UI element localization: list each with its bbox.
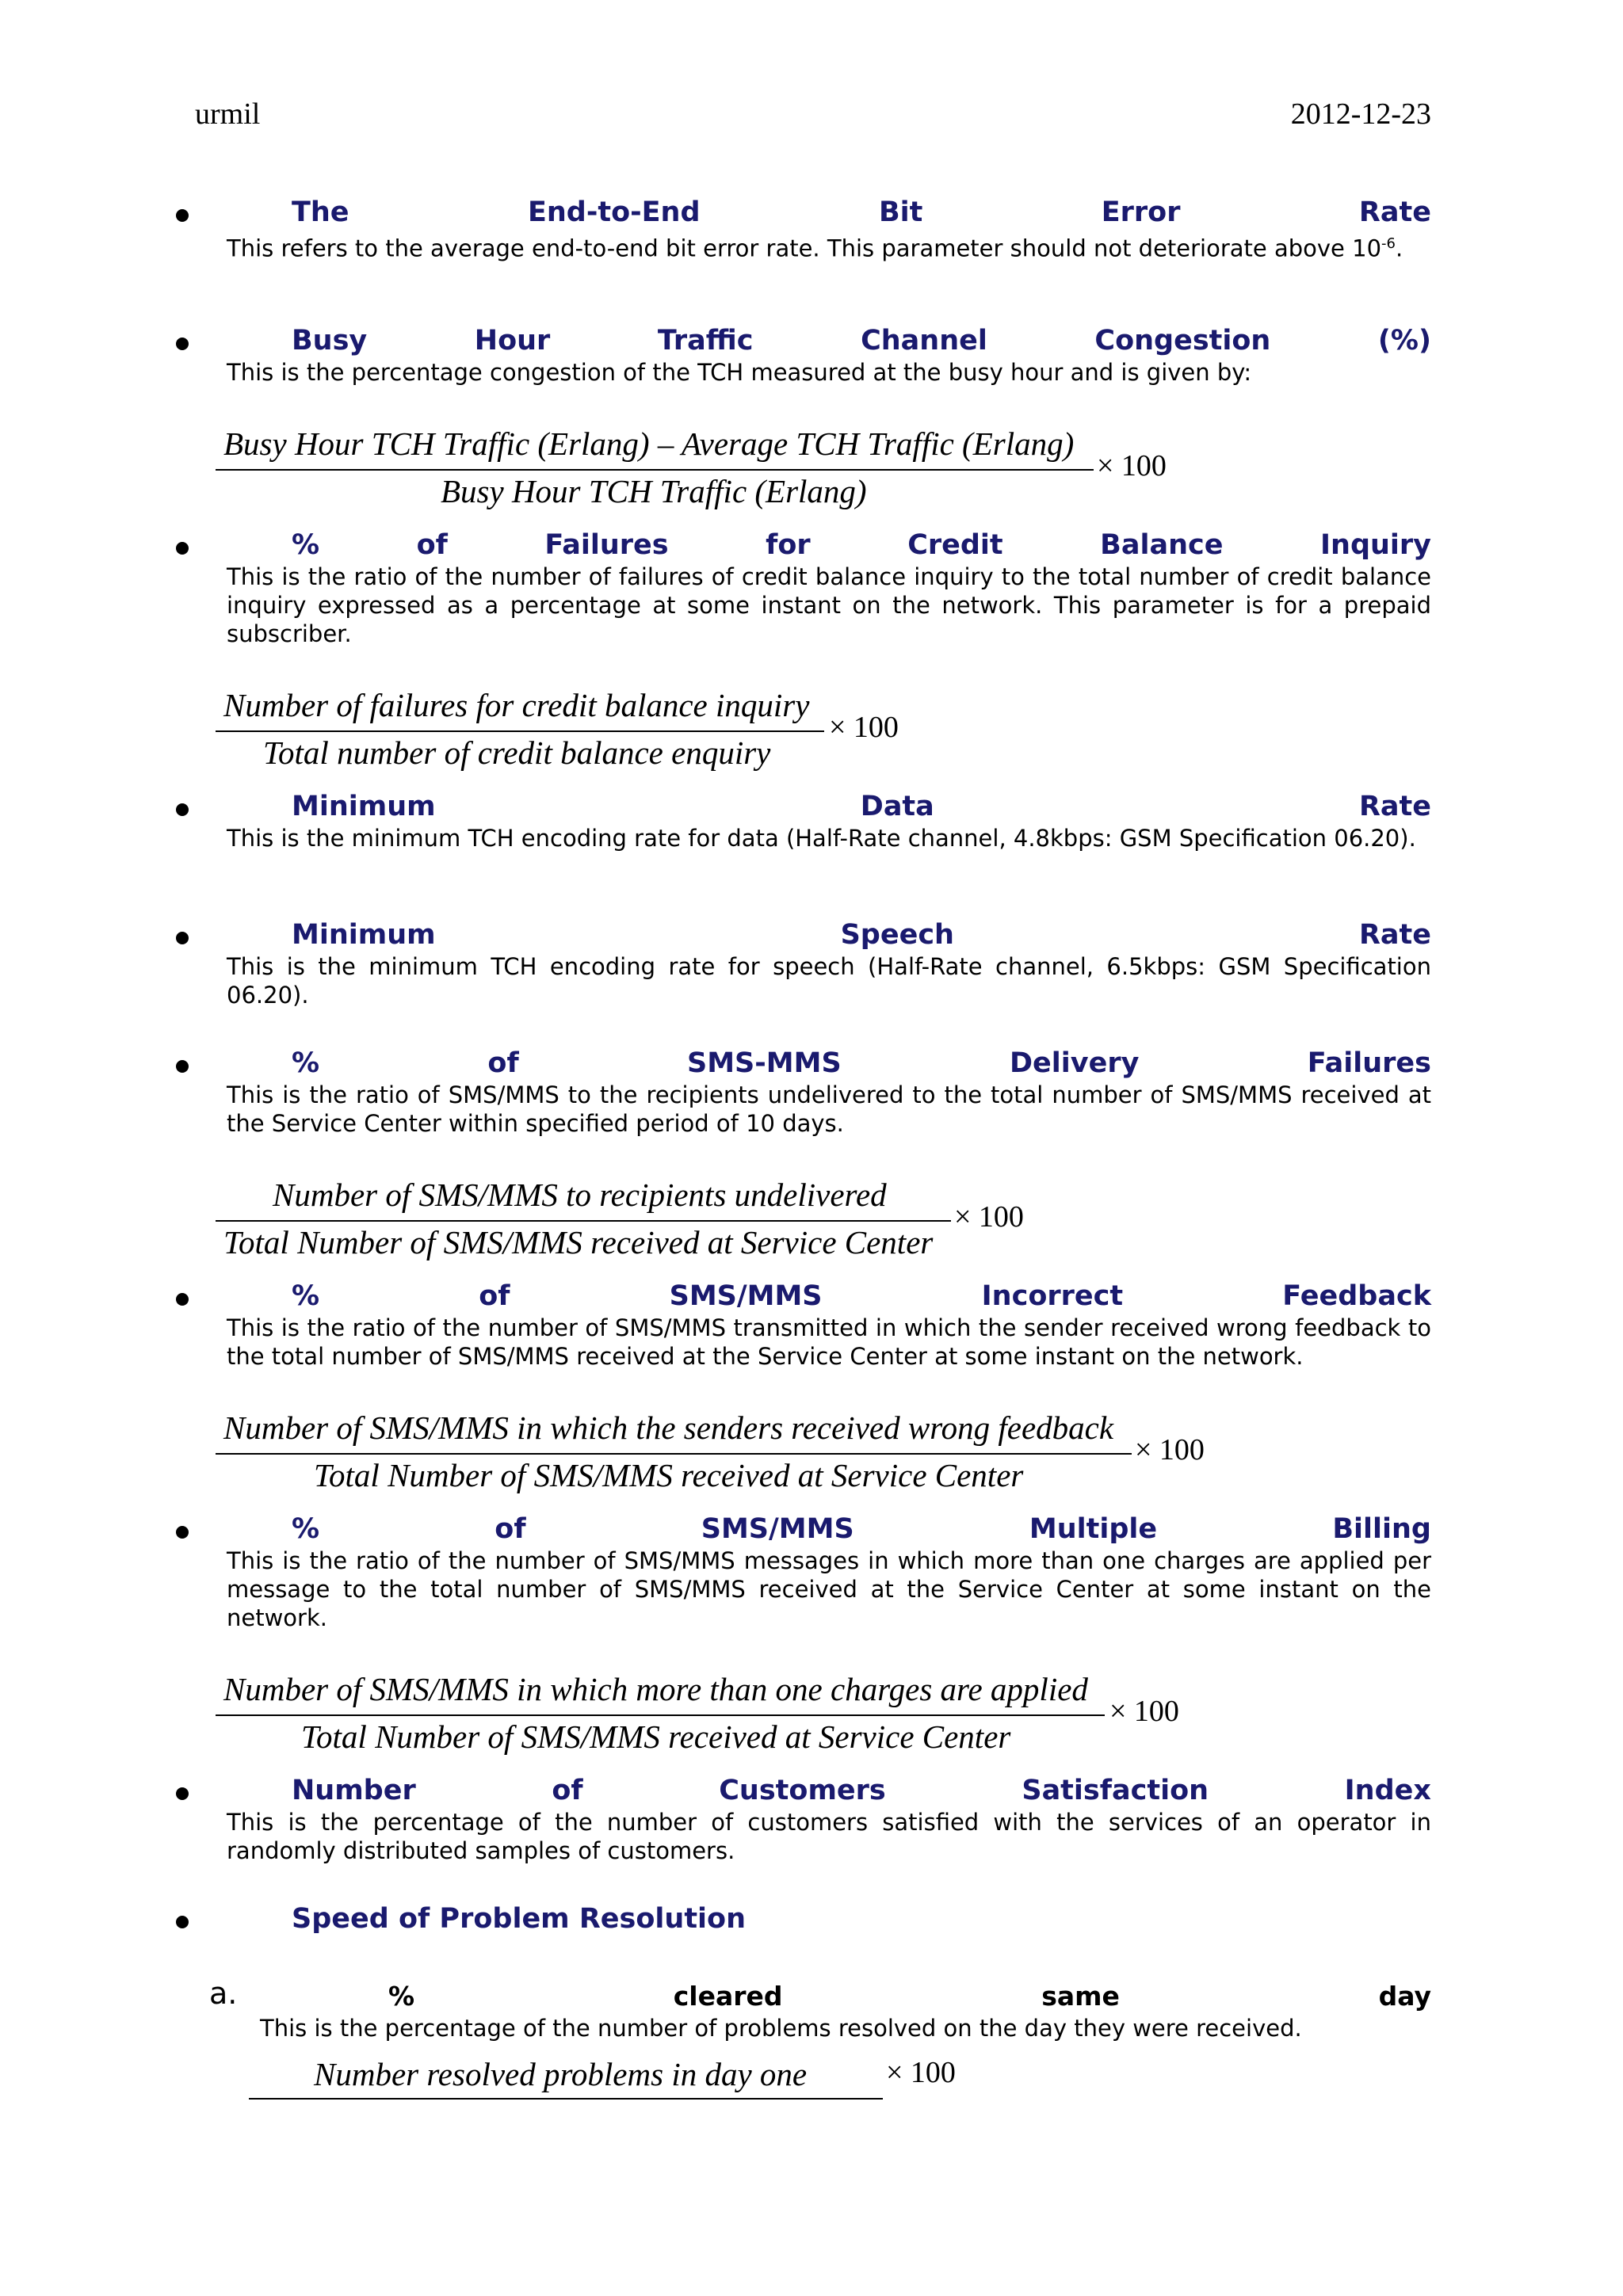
fraction-line <box>249 2098 883 2100</box>
formula-cleared-same-day <box>249 2055 1010 2119</box>
fraction-line <box>216 1714 1105 1716</box>
formula-numerator: Busy Hour TCH Traffic (Erlang) – Average TCH Traffic (Erlang) <box>223 425 1075 462</box>
formula-multiplier: × 100 <box>1109 1695 1179 1728</box>
section-description: This is the ratio of the number of SMS/MMS messages in which more than one charges are applied per message to the total number of SMS/MMS received at the Service Center at some instant on the network. <box>227 1547 1431 1631</box>
subsection-title: % cleared same day <box>388 1981 1431 2012</box>
formula-numerator: Number of SMS/MMS in which the senders received wrong feedback <box>223 1409 1114 1446</box>
bullet-icon <box>176 1526 189 1539</box>
section-description: This is the minimum TCH encoding rate for speech (Half-Rate channel, 6.5kbps: GSM Specification 06.20). <box>227 953 1431 1009</box>
fraction-line <box>216 1453 1132 1455</box>
formula-multiplier: × 100 <box>886 2056 956 2089</box>
section-title: % of Failures for Credit Balance Inquiry <box>292 529 1431 561</box>
formula-multiplier: × 100 <box>1097 449 1167 482</box>
section-description: This refers to the average end-to-end bit error rate. This parameter should not deteriorate above $10^{-6}$. <box>227 235 1403 262</box>
section-title: Minimum Speech Rate <box>292 919 1431 951</box>
section-title: The End-to-End Bit Error Rate <box>292 196 1431 228</box>
bullet-icon <box>176 803 189 816</box>
section-title: Speed of Problem Resolution <box>292 1903 747 1935</box>
bullet-icon <box>176 338 189 350</box>
fraction-line <box>216 730 824 732</box>
formula-credit-balance-failures <box>216 686 929 781</box>
formula-denominator: Total Number of SMS/MMS received at Service Center <box>301 1718 1011 1755</box>
formula-denominator: Total Number of SMS/MMS received at Service Center <box>223 1224 934 1261</box>
fraction-line <box>216 469 1094 471</box>
subsection-description: This is the percentage of the number of problems resolved on the day they were received. <box>260 2015 1302 2042</box>
formula-numerator: Number of SMS/MMS to recipients undelivered <box>273 1177 887 1213</box>
section-description: This is the ratio of the number of SMS/MMS transmitted in which the sender received wrong feedback to the total number of SMS/MMS received at the Service Center at some instant on the network. <box>227 1314 1431 1370</box>
bullet-icon <box>176 1060 189 1073</box>
formula-denominator: Total number of credit balance enquiry <box>263 734 771 771</box>
formula-busy-hour-congestion <box>216 425 1198 520</box>
section-description: This is the minimum TCH encoding rate for data (Half-Rate channel, 4.8kbps: GSM Specification 06.20). <box>227 825 1416 852</box>
fraction-line <box>216 1220 951 1222</box>
subsection-label: a. <box>209 1976 238 2011</box>
section-description: This is the ratio of the number of failures of credit balance inquiry to the total number of credit balance inquiry expressed as a percentage at some instant on the network. This parameter is for a prepaid subscriber. <box>227 563 1431 647</box>
bullet-icon <box>176 1916 189 1928</box>
formula-multiplier: × 100 <box>1135 1433 1205 1466</box>
section-title: % of SMS/MMS Incorrect Feedback <box>292 1280 1431 1312</box>
section-title: % of SMS/MMS Multiple Billing <box>292 1513 1431 1545</box>
formula-numerator: Number resolved problems in day one <box>314 2056 808 2092</box>
formula-sms-mms-delivery-failures <box>216 1176 1087 1271</box>
section-title: Minimum Data Rate <box>292 791 1431 822</box>
formula-numerator: Number of SMS/MMS in which more than one charges are applied <box>223 1671 1088 1707</box>
section-description: This is the percentage of the number of customers satisfied with the services of an operator in randomly distributed samples of customers. <box>227 1809 1431 1864</box>
bullet-icon <box>176 1293 189 1306</box>
bullet-icon <box>176 542 189 555</box>
formula-denominator: Busy Hour TCH Traffic (Erlang) <box>441 473 867 509</box>
section-description: This is the percentage congestion of the TCH measured at the busy hour and is given by: <box>227 359 1252 386</box>
bullet-icon <box>176 932 189 944</box>
section-title: Busy Hour Traffic Channel Congestion (%) <box>292 325 1431 357</box>
formula-denominator: Total Number of SMS/MMS received at Service Center <box>314 1457 1024 1493</box>
section-title: Number of Customers Satisfaction Index <box>292 1775 1431 1806</box>
formula-sms-mms-multiple-billing <box>216 1670 1214 1765</box>
section-description: This is the ratio of SMS/MMS to the recipients undelivered to the total number of SMS/MMS received at the Service Center within specified period of 10 days. <box>227 1081 1431 1137</box>
bullet-icon <box>176 1787 189 1800</box>
formula-numerator: Number of failures for credit balance inquiry <box>223 687 810 723</box>
formula-multiplier: × 100 <box>829 711 899 744</box>
formula-sms-mms-incorrect-feedback <box>216 1409 1246 1504</box>
section-title: % of SMS-MMS Delivery Failures <box>292 1047 1431 1079</box>
formula-multiplier: × 100 <box>954 1200 1024 1234</box>
header-author: urmil <box>195 97 261 131</box>
bullet-icon <box>176 209 189 222</box>
header-date: 2012-12-23 <box>1290 97 1431 131</box>
